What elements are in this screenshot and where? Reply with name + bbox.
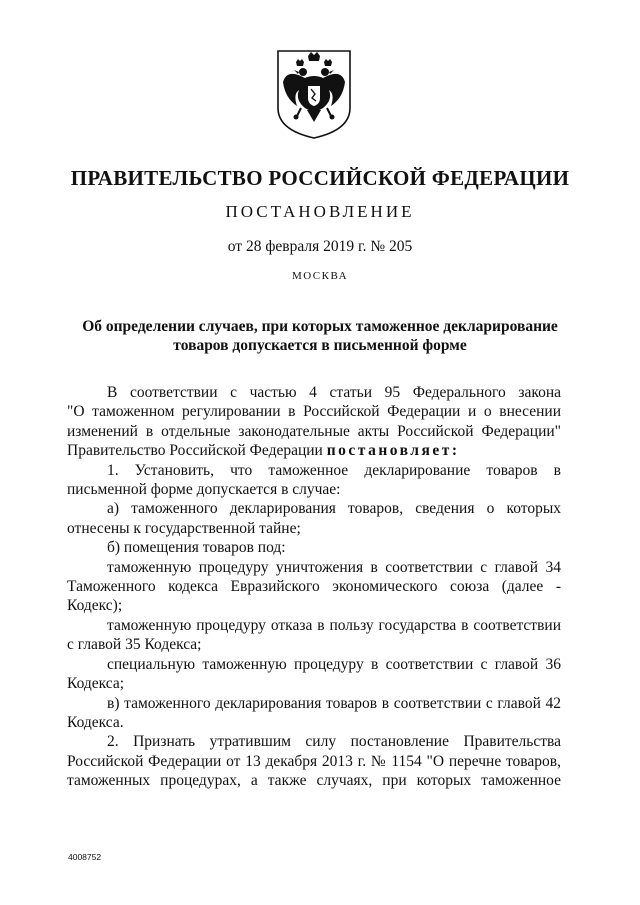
coat-of-arms-emblem [275,48,353,140]
body-line: таможенную процедуру уничтожения в соответствии с главой 34 [107,558,561,576]
body-line: Российской Федерации от 13 декабря 2013 г. № 1154 "О перечне товаров, [67,752,561,770]
document-number-footer: 4008752 [68,852,102,862]
body-line: Кодекса; [67,675,125,693]
organization-title: ПРАВИТЕЛЬСТВО РОССИЙСКОЙ ФЕДЕРАЦИИ [70,166,570,190]
body-line: Кодекса. [67,713,124,731]
document-type: ПОСТАНОВЛЕНИЕ [225,202,415,221]
city: МОСКВА [291,270,349,282]
date-and-number: от 28 февраля 2019 г. № 205 [227,238,413,255]
body-line: с главой 35 Кодекса; [67,636,202,654]
body-line: изменений в отдельные законодательные акты Российской Федерации" [67,422,561,440]
document-subject [60,317,580,355]
body-line: "О таможенном регулировании в Российской Федерации и о внесении [67,403,561,421]
body-line: специальную таможенную процедуру в соответствии с главой 36 [107,655,561,673]
body-line [67,441,561,460]
body-line: 1. Установить, что таможенное декларирование товаров в [107,461,561,479]
body-line: в) таможенного декларирования товаров в соответствии с главой 42 [107,694,561,712]
body-line: 2. Признать утратившим силу постановление Правительства [107,733,561,751]
body-line: отнесены к государственной тайне; [67,519,301,537]
subject-line-2: товаров допускается в письменной форме [173,337,467,354]
document-body [67,383,561,791]
body-line: а) таможенного декларирования товаров, сведения о которых [107,500,561,518]
body-line: таможенных процедурах, а также случаях, при которых таможенное [67,772,561,790]
body-line: таможенную процедуру отказа в пользу государства в соответствии [107,616,561,634]
subject-line-1: Об определении случаев, при которых таможенное декларирование [82,318,558,335]
decree-verb: постановляет: [326,442,460,460]
body-line: Таможенного кодекса Евразийского экономического союза (далее - [67,578,561,596]
decree-prefix: Правительство Российской Федерации [67,442,327,460]
body-line: В соответствии с частью 4 статьи 95 Федерального закона [107,384,561,401]
body-line: письменной форме допускается в случае: [67,481,341,499]
body-line: Кодекс); [67,597,123,615]
body-line: б) помещения товаров под: [107,539,286,557]
